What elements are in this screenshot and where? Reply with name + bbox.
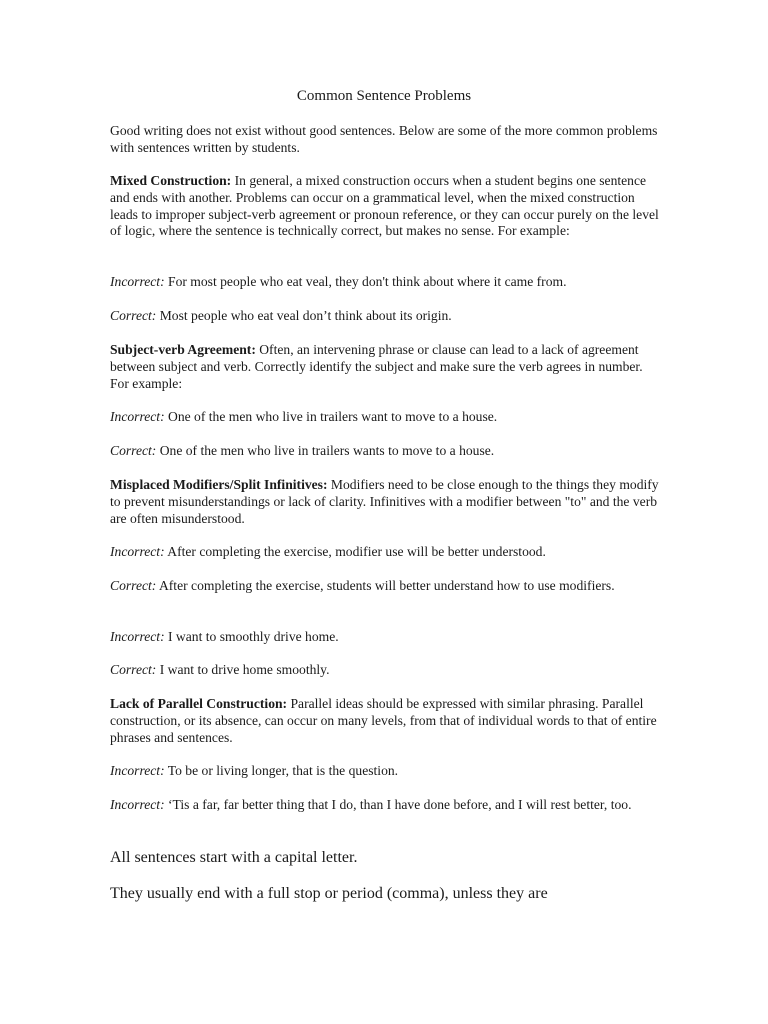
example-label: Correct:	[110, 662, 157, 677]
section-heading: Subject-verb Agreement:	[110, 342, 256, 357]
example-correct	[110, 662, 660, 679]
example-incorrect	[110, 409, 660, 426]
example-text: I want to smoothly drive home.	[164, 629, 339, 644]
example-text: Most people who eat veal don’t think about its origin.	[156, 308, 452, 323]
example-label: Incorrect:	[110, 629, 165, 644]
closing-line: They usually end with a full stop or period (comma), unless they are	[110, 885, 548, 902]
example-incorrect	[110, 544, 660, 561]
misplaced-modifiers-paragraph	[110, 477, 660, 527]
subject-verb-agreement-paragraph	[110, 342, 660, 392]
example-label: Incorrect:	[110, 797, 165, 812]
example-text: One of the men who live in trailers want to move to a house.	[164, 409, 498, 424]
example-correct	[110, 308, 660, 325]
example-text: For most people who eat veal, they don't think about where it came from.	[164, 274, 567, 289]
example-text: I want to drive home smoothly.	[156, 662, 330, 677]
section-heading: Lack of Parallel Construction:	[110, 696, 288, 711]
example-label: Correct:	[110, 308, 157, 323]
example-correct	[110, 578, 660, 595]
section-text: Often, an intervening phrase or clause can lead to a lack of agreement between subject and verb. Correctly identify the subject and make sure the verb agrees in number. For example:	[110, 342, 643, 391]
section-text: Modifiers need to be close enough to the things they modify to prevent misunderstandings or lack of clarity. Infinitives with a modifier between "to" and the verb are often misunderstood.	[110, 477, 659, 526]
example-label: Correct:	[110, 443, 157, 458]
example-text: One of the men who live in trailers wants to move to a house.	[156, 443, 495, 458]
section-text: Parallel ideas should be expressed with similar phrasing. Parallel construction, or its absence, can occur on many levels, from that of individual words to that of entire phrases and sentences.	[110, 696, 657, 745]
example-label: Incorrect:	[110, 274, 165, 289]
example-incorrect	[110, 797, 660, 814]
example-text: To be or living longer, that is the question.	[164, 763, 399, 778]
example-text: After completing the exercise, modifier use will be better understood.	[164, 544, 546, 559]
example-label: Incorrect:	[110, 409, 165, 424]
closing-line: All sentences start with a capital letter.	[110, 849, 358, 866]
example-text: ‘Tis a far, far better thing that I do, than I have done before, and I will rest better, too.	[164, 797, 632, 812]
example-incorrect	[110, 274, 660, 291]
section-heading: Mixed Construction:	[110, 173, 232, 188]
example-incorrect	[110, 763, 660, 780]
mixed-construction-paragraph	[110, 173, 660, 240]
example-incorrect	[110, 629, 660, 646]
intro-paragraph: Good writing does not exist without good sentences. Below are some of the more common problems with sentences written by students.	[110, 123, 658, 155]
example-label: Incorrect:	[110, 544, 165, 559]
example-correct	[110, 443, 660, 460]
example-label: Correct:	[110, 578, 157, 593]
parallel-construction-paragraph	[110, 696, 660, 746]
example-label: Incorrect:	[110, 763, 165, 778]
example-text: After completing the exercise, students will better understand how to use modifiers.	[156, 578, 615, 593]
section-heading: Misplaced Modifiers/Split Infinitives:	[110, 477, 328, 492]
section-text: In general, a mixed construction occurs when a student begins one sentence and ends with another. Problems can occur on a grammatical level, when the mixed construction leads to improper subject-verb agreement or pronoun reference, or they can occur purely on the level of logic, where the sentence is technically correct, but makes no sense. For example:	[110, 173, 659, 239]
page-title: Common Sentence Problems	[296, 88, 472, 104]
